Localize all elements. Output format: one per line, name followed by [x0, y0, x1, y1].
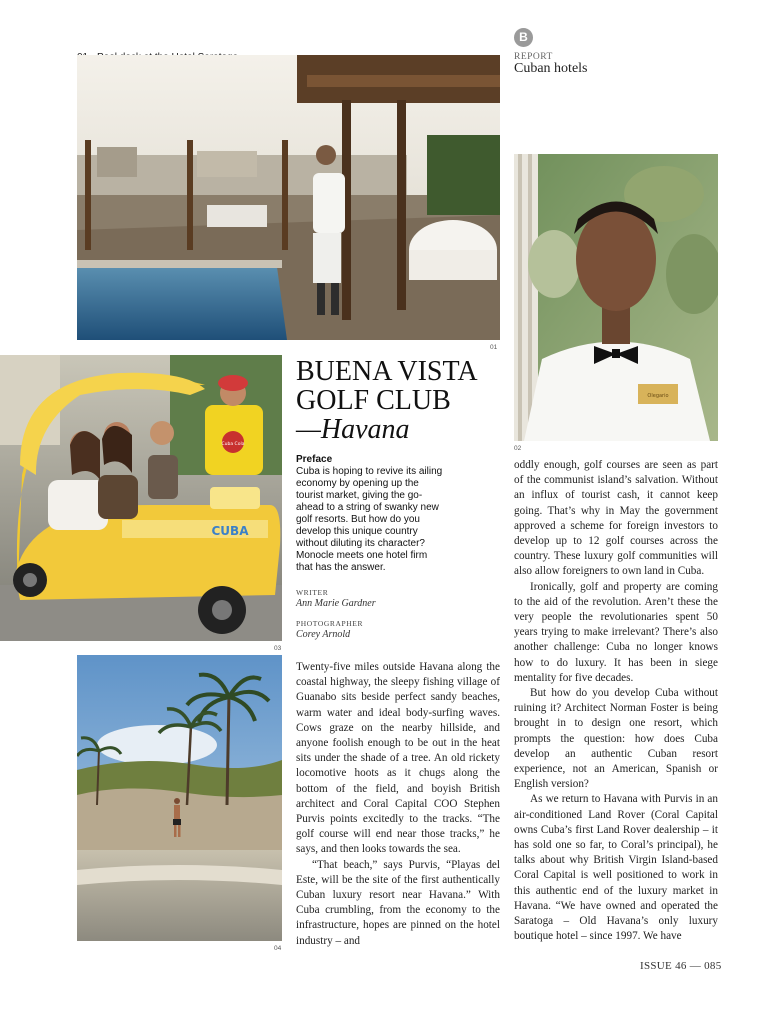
headline-line: GOLF CLUB [296, 385, 451, 416]
cab-lettering: CUBA [211, 524, 249, 538]
preface-text: Cuba is hoping to revive its ailing economy by opening up the tourist market, giving the go-ahead to a string of swanky new golf resorts. But how do you develop this unique country without diluting its character? Monocle meets one hotel firm that has the answer. [296, 466, 443, 573]
writer-label: WRITER [296, 588, 329, 597]
body-paragraph: oddly enough, golf courses are seen as part of the communist island’s salvation. Without an influx of tourist cash, it cannot keep going. That’s why in May the government approved a scheme for foreign investors to develop up to 12 golf courses across the country. These luxury golf communities will also allow foreigners to own land in Cuba. [514, 459, 718, 578]
photo-number: 02 [514, 445, 522, 452]
photo-number: 03 [274, 645, 282, 652]
photo-number: 04 [274, 945, 282, 952]
body-paragraph: As we return to Havana with Purvis in an air-conditioned Land Rover (Coral Capital owns Cuba’s first Land Rover dealership – it has sold one so far, to Coral’s principal), he talks about why British Virgin Island-based Coral Capital is well positioned to work in this authentic end of the luxury market in Havana. “We have owned and operated the Saratoga – Old Havana’s only luxury boutique hotel – since 1997. We have [514, 793, 718, 943]
body-paragraph: “That beach,” says Purvis, “Playas del Este, will be the site of the first authentically Cuban luxury resort near Havana.” With Cuba crumbling, from the economy to the infrastructure, hopes are pinned on the hotel industry – and [296, 858, 500, 947]
photo-tourists [0, 355, 282, 641]
cap-logo: Cuba Cola [221, 442, 245, 447]
body-paragraph: Twenty-five miles outside Havana along the coastal highway, the sleepy fishing village of Guanabo sits beside perfect sandy beaches, warm water and ideal body-surfing waves. Cows graze on the nearby hillside, and anyone foolish enough to be out in the heat sits under the shade of a tree. An old rickety locomotive hoots as it chugs along the bottom of the field, and boyish British architect and Coral Capital COO Stephen Purvis points excitedly to the tracks. “The golf course will end near those tracks,” he says, and then looks towards the sea. [296, 661, 500, 856]
headline-line: BUENA VISTA [296, 356, 478, 387]
writer-name: Ann Marie Gardner [296, 598, 376, 609]
photo-pool-deck [77, 55, 500, 340]
photographer-name: Corey Arnold [296, 629, 351, 640]
body-paragraph: Ironically, golf and property are coming to the aid of the revolution. Aren’t these the very people the revolutionaries spent 50 years trying to make irrelevant? There’s also another challenge: Cuba no longer knows how to do luxury. It has been in siege mentality for five decades. [514, 580, 718, 684]
photographer-label: PHOTOGRAPHER [296, 619, 364, 628]
name-tag: Olegario [647, 393, 669, 399]
photo-beach [77, 655, 282, 941]
preface-label: Preface [296, 454, 333, 465]
article-headline [296, 357, 506, 444]
section-badge: B [514, 28, 533, 47]
photo-waiter [514, 154, 718, 441]
section-kicker: REPORT [514, 52, 553, 62]
headline-line: —Havana [296, 414, 410, 445]
page-footer: ISSUE 46 — 085 [640, 960, 722, 972]
section-title: Cuban hotels [514, 61, 588, 76]
photo-number: 01 [490, 344, 498, 351]
body-paragraph: But how do you develop Cuba without ruining it? Architect Norman Foster is being brought in to design one resort, which prompts the question: how does Cuba develop an authentic Cuban resort experience, not an American, Spanish or English version? [514, 687, 718, 791]
body-column-2 [514, 458, 718, 945]
body-column-1 [296, 660, 500, 949]
